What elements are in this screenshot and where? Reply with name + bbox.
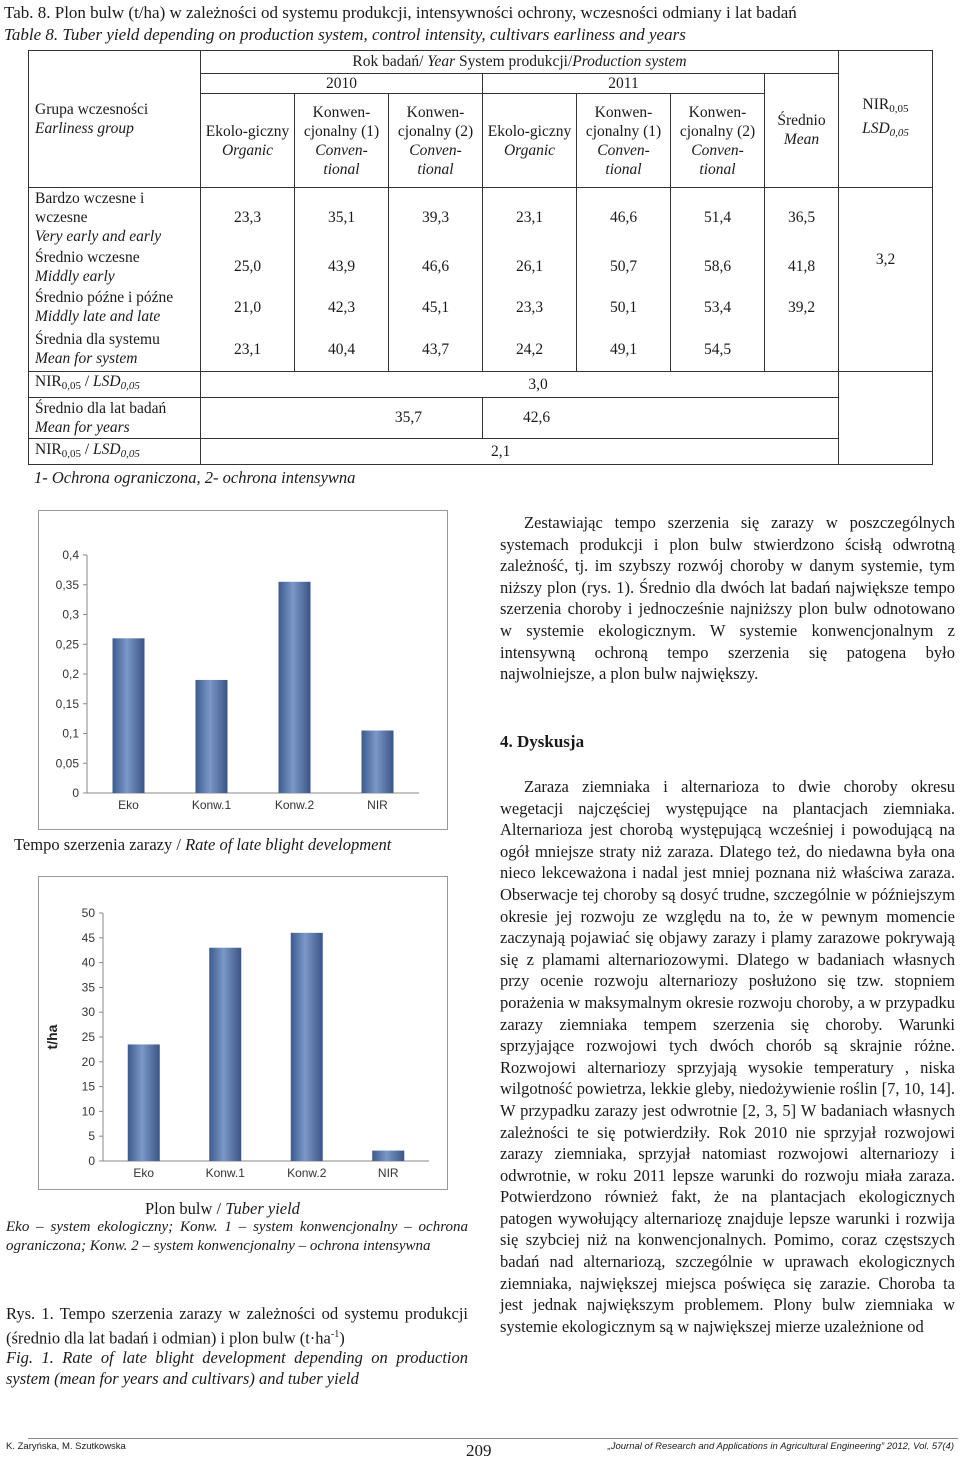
bar xyxy=(279,582,311,793)
table-row-nir-years: $NIR_{0,05} / LSD_{0,05}$ 2,1 xyxy=(29,439,933,465)
x-tick-label: Eko xyxy=(133,1166,155,1180)
chart-late-blight-svg xyxy=(39,511,447,829)
y-tick-label: 0,15 xyxy=(55,696,79,711)
bar xyxy=(113,638,145,793)
chart1-caption: Tempo szerzenia zarazy / Rate of late blight development xyxy=(14,835,392,854)
y-axis-label: t/ha xyxy=(44,1024,60,1050)
table-caption-pl: Tab. 8. Plon bulw (t/ha) w zależności od systemu produkcji, intensywności ochrony, wczesności odmiany i lat badań xyxy=(4,3,797,22)
y-tick-label: 0 xyxy=(72,786,79,800)
y-tick-label: 0 xyxy=(88,1154,95,1168)
table-caption-en: Table 8. Tuber yield depending on production system, control intensity, cultivars earliness and years xyxy=(4,25,686,44)
y-tick-label: 0,05 xyxy=(55,756,79,771)
table-row-years: Średnio dla lat badań Mean for years 35,7 42,6 xyxy=(29,397,933,438)
yield-table xyxy=(28,50,933,465)
table-row: Średnia dla systemu Mean for system 23,1 40,4 43,7 24,2 49,1 54,5 xyxy=(29,328,933,371)
header-year-2011: 2011 xyxy=(483,73,765,94)
x-tick-label: NIR xyxy=(377,1166,399,1180)
bar xyxy=(128,1044,160,1161)
header-k2-2011: Konwen-cjonalny (2) Conven-tional xyxy=(671,94,765,187)
bar xyxy=(372,1151,404,1161)
x-tick-label: NIR xyxy=(367,798,388,812)
table-row: Średnio wczesne Middly early 25,0 43,9 46,6 26,1 50,7 58,6 41,8 xyxy=(29,247,933,286)
table-row: Średnio późne i późne Middly late and late 21,0 42,3 45,1 23,3 50,1 53,4 39,2 xyxy=(29,286,933,327)
figure-caption-pl: Rys. 1. Tempo szerzenia zarazy w zależności od systemu produkcji (średnio dla lat badań i odmian) i plon bulw $(t\cdot ha^{-1})$ xyxy=(6,1304,468,1348)
y-tick-label: 15 xyxy=(81,1079,95,1094)
y-tick-label: 30 xyxy=(81,1005,95,1020)
table-row: Bardzo wczesne i wczesne Very early and early 23,3 35,1 39,3 23,1 46,6 51,4 36,5 3,2 xyxy=(29,187,933,247)
x-tick-label: Konw.1 xyxy=(191,798,232,812)
header-eko-2011: Ekolo-giczny Organic xyxy=(483,94,577,187)
y-tick-label: 35 xyxy=(81,980,95,995)
y-tick-label: 0,25 xyxy=(55,637,79,652)
y-tick-label: 0,35 xyxy=(55,577,79,592)
bar xyxy=(209,948,241,1161)
table-footnote: 1- Ochrona ograniczona, 2- ochrona intensywna xyxy=(34,468,356,487)
figure-legend: Eko – system ekologiczny; Konw. 1 – system konwencjonalny – ochrona ograniczona; Konw. 2 – system konwencjonalny – ochrona intensywna xyxy=(6,1219,468,1254)
footer-journal: „Journal of Research and Applications in Agricultural Engineering” 2012, Vol. 57(4) xyxy=(607,1441,954,1452)
footer-authors: K. Zaryńska, M. Szutkowska xyxy=(6,1441,126,1452)
paragraph-discussion: Zaraza ziemniaka i alternarioza to dwie choroby okresu wegetacji najczęściej występujące na plantacjach ziemniaka. Alternarioza jest chorobą występującą wcześniej i powodującą na ogół mniejsze straty niż zaraza. Dlatego też, do niedawna była ona nieco lekceważona i nadal jest mniej poznana niż właściwa zaraza. Obserwacje tej choroby są dosyć trudne, szczególnie w późniejszym okresie jej rozwoju ze względu na to, że w pewnym momencie zaczynają pojawiać się objawy zarazy i plamy zarazowe pokrywają się z plamami alternariozowymi. Dlatego w badaniach własnych przy ocenie rozwoju alternariozy posłużono się tzw. stopniem porażenia w maksymalnym okresie rozwoju choroby, a w przypadku zarazy ziemniaka tempem szerzenia się choroby. Warunki sprzyjające rozwojowi tych dwóch chorób są skrajnie różne. Rozwojowi alternariozy sprzyjają wysokie temperatury , niska wilgotność powietrza, lekkie gleby, niedożywienie roślin [7, 10, 14]. W przypadku zarazy jest odwrotnie [2, 3, 5] W badaniach własnych zależności te się potwierdziły. Rok 2010 nie sprzyjał rozwojowi zarazy ziemniaka, sprzyjał natomiast rozwojowi alternariozy i odwrotnie, w roku 2011 lepsze warunki do rozwoju miała zaraza. Potwierdzono również fakt, że na plantacjach ekologicznych patogen wywołujący alternariozę znajduje lepsze warunki i rozwija się szybciej niż na konwencjonalnych. Pomimo, coraz częstszych badań nad alternariozą, szczególnie w uprawach ekologicznych ziemniaka, największej miejsca poświęca się zarazie. Choroba ta jest jednak największym problemem. Plony bulw ziemniaka w systemie ekologicznym są w największej mierze uzależnione od xyxy=(500,777,955,1336)
bar xyxy=(196,680,228,793)
y-tick-label: 50 xyxy=(81,906,95,920)
y-tick-label: 40 xyxy=(81,955,95,970)
y-tick-label: 5 xyxy=(88,1129,95,1144)
y-tick-label: 0,2 xyxy=(62,667,79,681)
header-year-system: Rok badań/ Year System produkcji/Production system xyxy=(201,51,839,74)
page-number: 209 xyxy=(466,1441,492,1460)
nir-value: 3,2 xyxy=(839,187,933,371)
chart2-caption: Plon bulw / Tuber yield xyxy=(145,1199,300,1218)
y-tick-label: 10 xyxy=(81,1104,95,1119)
x-tick-label: Konw.2 xyxy=(287,1166,327,1180)
bar xyxy=(291,933,323,1161)
header-k1-2010: Konwen-cjonalny (1) Conven-tional xyxy=(295,94,389,187)
y-tick-label: 20 xyxy=(81,1054,95,1069)
y-tick-label: 45 xyxy=(81,930,95,945)
footer-divider xyxy=(28,1438,958,1439)
x-tick-label: Konw.2 xyxy=(274,798,315,812)
chart-late-blight xyxy=(38,510,448,830)
y-tick-label: 0,1 xyxy=(62,726,79,741)
x-tick-label: Konw.1 xyxy=(205,1166,245,1180)
bar xyxy=(362,731,394,793)
chart-tuber-yield-svg xyxy=(39,877,447,1189)
header-mean: Średnio Mean xyxy=(765,73,839,187)
y-tick-label: 25 xyxy=(81,1030,95,1044)
x-tick-label: Eko xyxy=(118,798,139,812)
y-tick-label: 0,4 xyxy=(62,548,79,562)
paragraph-results: Zestawiając tempo szerzenia się zarazy w poszczególnych systemach produkcji i plon bulw stwierdzono ścisłą odwrotną zależność, tj. im szybszy rozwój choroby w danym systemie, tym niższy plon (rys. 1). Średnio dla dwóch lat badań największe tempo szerzenia choroby i jednocześnie najniższy plon bulw odnotowano w systemie ekologicznym. W systemie konwencjonalnym z intensywną ochroną tempo szerzenia się patogena było najwolniejsze, a plon bulw największy. xyxy=(500,513,955,684)
figure-caption-en: Fig. 1. Rate of late blight development depending on production system (mean for years and cultivars) and tuber yield xyxy=(6,1348,468,1388)
chart-tuber-yield xyxy=(38,876,448,1190)
section-heading-discussion: 4. Dyskusja xyxy=(500,732,585,751)
header-k2-2010: Konwen-cjonalny (2) Conven-tional xyxy=(389,94,483,187)
table-row-nir-system: $NIR_{0,05} / LSD_{0,05}$ 3,0 xyxy=(29,371,933,397)
y-tick-label: 0,3 xyxy=(62,607,79,622)
header-year-2010: 2010 xyxy=(201,73,483,94)
header-eko-2010: Ekolo-giczny Organic xyxy=(201,94,295,187)
header-earliness: Grupa wczesności Earliness group xyxy=(29,51,201,188)
header-k1-2011: Konwen-cjonalny (1) Conven-tional xyxy=(577,94,671,187)
header-nir: $NIR_{0,05}$ $LSD_{0,05}$ xyxy=(839,51,933,188)
